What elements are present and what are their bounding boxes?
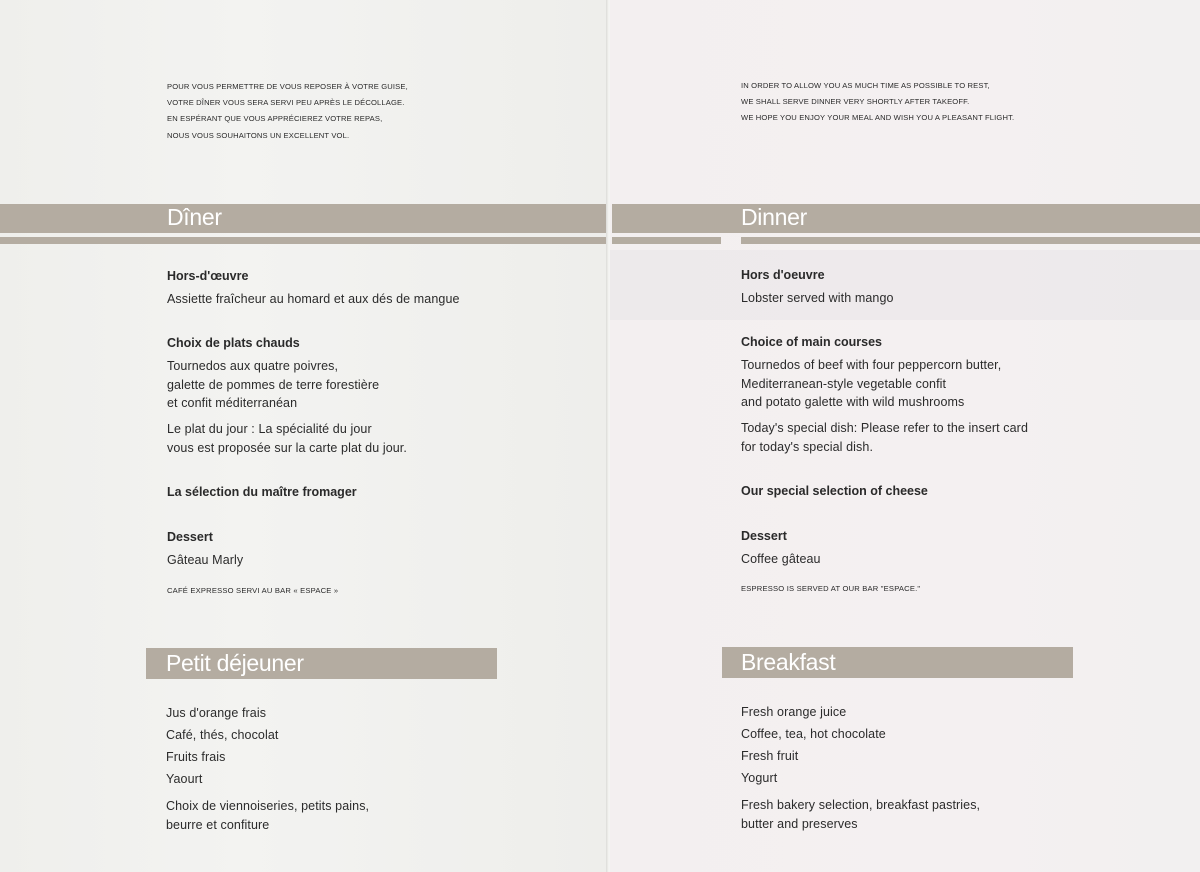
dessert-heading-english: Dessert xyxy=(741,529,787,543)
daily-special-line: vous est proposée sur la carte plat du jour. xyxy=(167,440,407,455)
dinner-title-english: Dinner xyxy=(741,204,807,230)
breakfast-title-french: Petit déjeuner xyxy=(166,650,304,676)
main-courses-heading-french: Choix de plats chauds xyxy=(167,336,300,350)
breakfast-bakery-line: butter and preserves xyxy=(741,816,858,831)
daily-special-english xyxy=(741,419,1028,456)
breakfast-bakery-line: beurre et confiture xyxy=(166,817,270,832)
main-course-line: Mediterranean-style vegetable confit xyxy=(741,376,947,391)
dinner-band-english xyxy=(612,204,1200,233)
breakfast-item-french: Yaourt xyxy=(166,772,203,786)
hors-doeuvre-heading-french: Hors-d'œuvre xyxy=(167,269,249,283)
intro-text-english xyxy=(741,78,1014,127)
cheese-heading-english: Our special selection of cheese xyxy=(741,484,928,498)
intro-line: IN ORDER TO ALLOW YOU AS MUCH TIME AS POSSIBLE TO REST, xyxy=(741,81,990,90)
breakfast-bakery-line: Choix de viennoiseries, petits pains, xyxy=(166,799,370,813)
breakfast-item-english: Fresh fruit xyxy=(741,749,799,763)
breakfast-bakery-french xyxy=(166,797,369,834)
daily-special-french xyxy=(167,420,407,457)
dinner-rule-french xyxy=(0,237,608,244)
breakfast-bakery-english xyxy=(741,796,980,833)
dinner-band-french xyxy=(0,204,608,233)
main-course-description-french xyxy=(167,357,379,413)
intro-line: EN ESPÉRANT QUE VOUS APPRÉCIEREZ VOTRE REPAS, xyxy=(167,114,383,124)
main-courses-heading-english: Choice of main courses xyxy=(741,335,883,349)
daily-special-line: for today's special dish. xyxy=(741,439,874,454)
coffee-note-french: CAFÉ EXPRESSO SERVI AU BAR « ESPACE » xyxy=(167,586,339,595)
main-course-description-english xyxy=(741,356,1001,412)
breakfast-item-french: Café, thés, chocolat xyxy=(166,728,279,742)
show-through-shade xyxy=(610,250,1200,320)
intro-line: WE SHALL SERVE DINNER VERY SHORTLY AFTER TAKEOFF. xyxy=(741,97,970,107)
intro-line: VOTRE DÎNER VOUS SERA SERVI PEU APRÈS LE DÉCOLLAGE. xyxy=(167,98,405,108)
dessert-item-french: Gâteau Marly xyxy=(167,553,244,567)
daily-special-line: Le plat du jour : La spécialité du jour xyxy=(167,422,372,436)
main-course-line: Tournedos of beef with four peppercorn butter, xyxy=(741,358,1002,372)
dessert-item-english: Coffee gâteau xyxy=(741,552,821,566)
dinner-title-french: Dîner xyxy=(167,204,222,230)
intro-text-french xyxy=(167,79,408,144)
breakfast-item-english: Fresh orange juice xyxy=(741,705,847,719)
intro-line: POUR VOUS PERMETTRE DE VOUS REPOSER À VOTRE GUISE, xyxy=(167,82,408,91)
daily-special-line: Today's special dish: Please refer to the insert card xyxy=(741,421,1028,435)
breakfast-item-french: Jus d'orange frais xyxy=(166,706,267,720)
hors-doeuvre-item-english: Lobster served with mango xyxy=(741,291,894,305)
main-course-line: et confit méditerranéan xyxy=(167,396,298,410)
breakfast-title-english: Breakfast xyxy=(741,649,836,675)
breakfast-item-english: Yogurt xyxy=(741,771,778,785)
breakfast-item-english: Coffee, tea, hot chocolate xyxy=(741,727,886,741)
coffee-note-english: ESPRESSO IS SERVED AT OUR BAR "ESPACE." xyxy=(741,584,921,593)
dessert-heading-french: Dessert xyxy=(167,530,213,544)
breakfast-item-french: Fruits frais xyxy=(166,750,226,764)
main-course-line: and potato galette with wild mushrooms xyxy=(741,395,965,409)
dinner-rule-english-short xyxy=(612,237,721,244)
intro-line: NOUS VOUS SOUHAITONS UN EXCELLENT VOL. xyxy=(167,130,350,140)
main-course-line: Tournedos aux quatre poivres, xyxy=(167,359,339,373)
hors-doeuvre-item-french: Assiette fraîcheur au homard et aux dés de mangue xyxy=(167,292,460,306)
cheese-heading-french: La sélection du maître fromager xyxy=(167,485,357,499)
intro-line: WE HOPE YOU ENJOY YOUR MEAL AND WISH YOU A PLEASANT FLIGHT. xyxy=(741,113,1015,123)
dinner-rule-english xyxy=(741,237,1200,244)
main-course-line: galette de pommes de terre forestière xyxy=(167,377,380,392)
hors-doeuvre-heading-english: Hors d'oeuvre xyxy=(741,268,825,282)
breakfast-bakery-line: Fresh bakery selection, breakfast pastries, xyxy=(741,798,981,812)
